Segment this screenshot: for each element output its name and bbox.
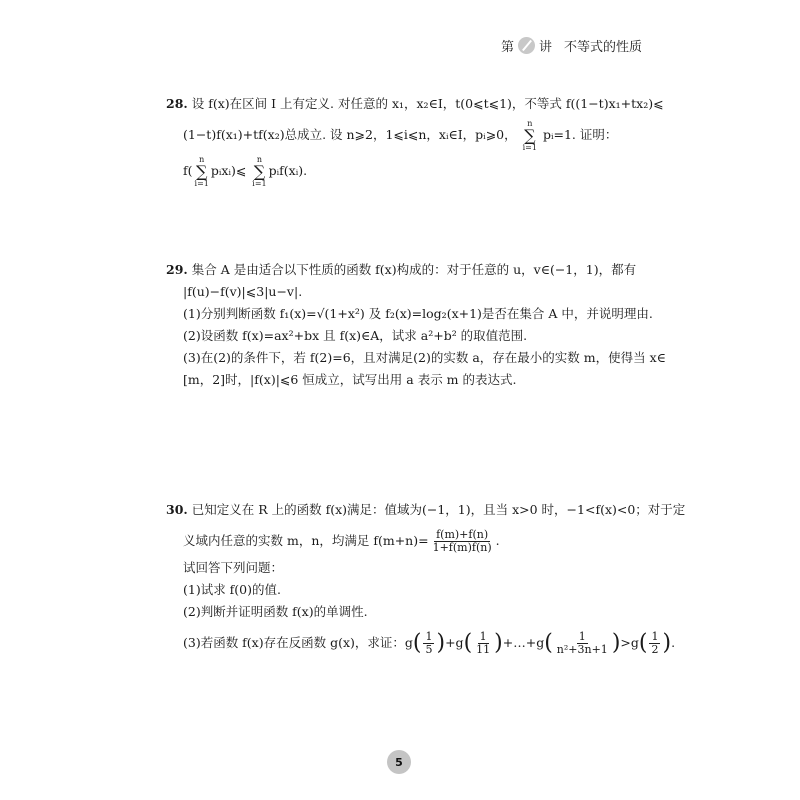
problem-text: f( [183,163,193,178]
fraction: $\frac{f(m)+f(n)}{1+f(m)f(n)}$ [432,528,492,554]
problem-text: 集合 A 是由适合以下性质的函数 f(x)构成的：对于任意的 u，v∈(−1，1)，都有 [191,262,637,277]
fraction: $\frac{1}{2}$ [651,630,659,656]
problem-number: 30. [166,502,188,517]
problem-30: 30. 已知定义在 R 上的函数 f(x)满足：值域为(−1，1)，且当 x>0 时，−1<f(x)<0；对于定 义域内任意的实数 m，n，均满足 f(m+n)= $\frac{f(m)+f(n)}{1+f(m)f(n)}$ . 试回答下列问题： (1)试求 f(0)的值. (2)判断并证明函数 f(x)的单调性. (3)若函数 f(x)存在反函数 g(x)，求证：g( $\frac{1}{5}$ )+g( $\frac{1}{11}$ )+…+g( $\frac{1}{\text{n²+3n+1}}$ )>g( $\frac{1}{2}$ ). [166,502,646,662]
problem-28 [166,96,664,190]
sub-question-1: (1)试求 f(0)的值. [183,582,281,597]
summation: n ∑ i=1 [522,118,537,152]
sub-question-2: (2)设函数 f(x)=ax²+bx 且 f(x)∈A，试求 a²+b² 的取值范围. [183,328,528,343]
problem-text: pᵢxᵢ)⩽ [210,163,247,178]
lecture-number-badge [518,37,535,54]
fraction: $\frac{1}{\text{n²+3n+1}}$ [556,630,608,656]
running-header [501,36,642,55]
sub-question-1: (1)分别判断函数 f₁(x)=√(1+x²) 及 f₂(x)=log₂(x+1)是否在集合 A 中，并说明理由. [183,306,653,321]
problem-text: pᵢf(xᵢ). [268,163,308,178]
chapter-title: 不等式的性质 [563,40,642,55]
page-number: 5 [387,750,411,774]
sub-question-3: (3)在(2)的条件下，若 f(2)=6，且对满足(2)的实数 a，存在最小的实数 m，使得当 x∈ [183,350,666,365]
problem-text: 试回答下列问题： [183,560,284,575]
lecture-suffix: 讲 [538,40,552,55]
sub-question-2: (2)判断并证明函数 f(x)的单调性. [183,604,368,619]
summation: n ∑ i=1 [194,154,209,188]
problem-text: |f(u)−f(v)|⩽3|u−v|. [183,284,303,299]
sub-question-3: (3)若函数 f(x)存在反函数 g(x)，求证：g( $\frac{1}{5}$ )+g( $\frac{1}{11}$ )+…+g( $\frac{1}{\text{n²+3n+1}}$ )>g( $\frac{1}{2}$ ). [183,630,676,656]
problem-text: 设 f(x)在区间 I 上有定义. 对任意的 x₁，x₂∈I，t(0⩽t⩽1)，不等式 f((1−t)x₁+tx₂)⩽ [191,96,664,111]
lecture-prefix: 第 [500,40,514,55]
summation: n ∑ i=1 [252,154,267,188]
problem-text: pᵢ=1. 证明： [542,127,618,142]
problem-text: [m，2]时，|f(x)|⩽6 恒成立，试写出用 a 表示 m 的表达式. [183,372,517,387]
problem-text: 义域内任意的实数 m，n，均满足 f(m+n)= [183,533,429,548]
problem-29 [166,262,666,394]
problem-number: 28. [166,96,188,111]
problem-text: (1−t)f(x₁)+tf(x₂)总成立. 设 n⩾2，1⩽i⩽n，xᵢ∈I，pᵢ⩾0， [183,127,517,142]
problem-number: 29. [166,262,188,277]
fraction: $\frac{1}{5}$ [425,630,433,656]
problem-text: 已知定义在 R 上的函数 f(x)满足：值域为(−1，1)，且当 x>0 时，−1<f(x)<0；对于定 [191,502,686,517]
fraction: $\frac{1}{11}$ [476,630,491,656]
